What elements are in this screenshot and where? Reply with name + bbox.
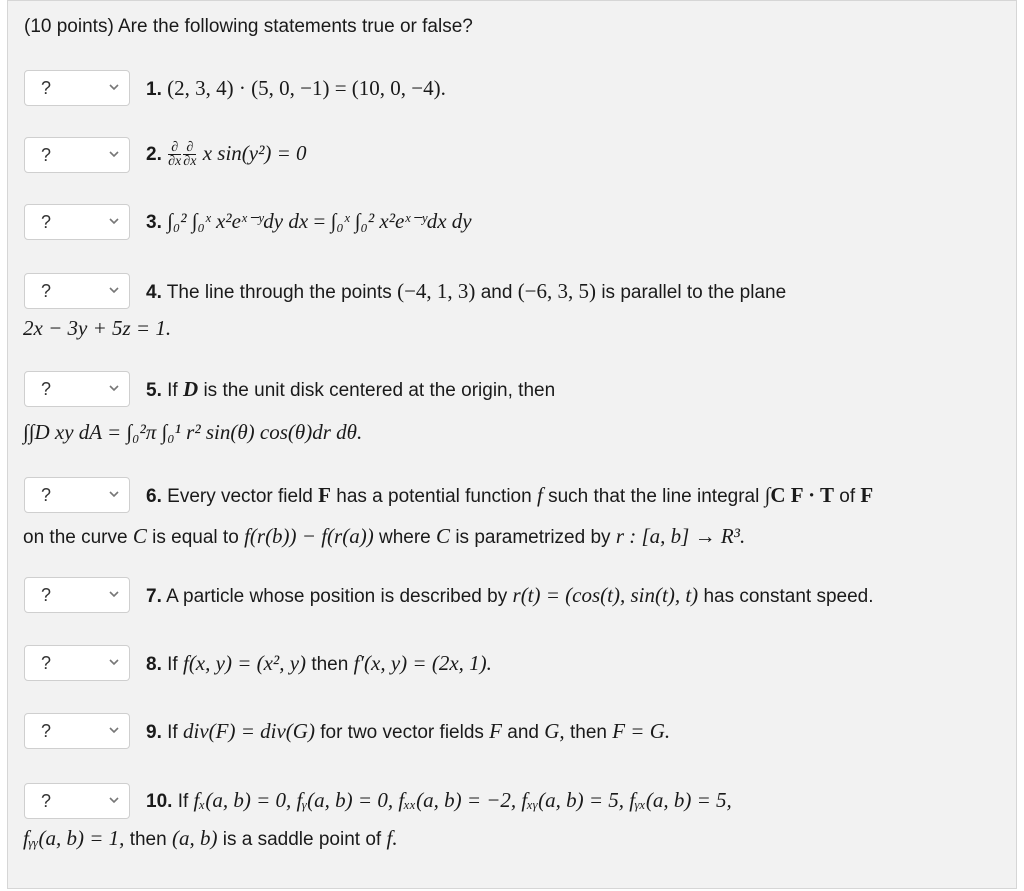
select-value: ? xyxy=(41,145,52,165)
point-1: (−4, 1, 3) xyxy=(397,279,476,303)
function-definition: f(x, y) = (x², y) xyxy=(182,651,307,675)
statement-text: is the unit disk centered at the origin, then xyxy=(203,380,556,401)
statement-text: has a potential function xyxy=(336,486,532,507)
answer-select-1[interactable] xyxy=(24,70,130,106)
statement-text: where xyxy=(378,527,431,548)
parametrization: r : [a, b] → R³. xyxy=(615,524,746,548)
answer-select-6[interactable] xyxy=(24,477,130,513)
statement-number: 7. xyxy=(146,586,162,607)
select-value: ? xyxy=(41,585,52,605)
statement-number: 4. xyxy=(146,282,162,303)
select-value: ? xyxy=(41,721,52,741)
statement-text: then xyxy=(129,829,167,850)
vector-field-symbol: F xyxy=(860,483,874,507)
statement-text: and xyxy=(480,282,513,303)
select-value: ? xyxy=(41,791,52,811)
statement-text: The line through the points xyxy=(166,282,392,303)
select-value: ? xyxy=(41,78,52,98)
statement-text: If xyxy=(167,722,178,743)
select-value: ? xyxy=(41,485,52,505)
partial-derivative-condition: fᵧᵧ(a, b) = 1, xyxy=(23,826,125,850)
statement-text: Every vector field xyxy=(167,486,313,507)
statement-number: 10. xyxy=(146,791,173,812)
statement-math: (2, 3, 4) · (5, 0, −1) = (10, 0, −4). xyxy=(167,76,446,100)
statement-text: and xyxy=(507,722,539,743)
chevron-down-icon xyxy=(107,80,121,94)
statement-text: has constant speed. xyxy=(703,586,874,607)
statement-number: 9. xyxy=(146,722,162,743)
statement-number: 8. xyxy=(146,654,162,675)
chevron-down-icon xyxy=(107,381,121,395)
statement-text: If xyxy=(167,380,178,401)
field-symbol-g: G, xyxy=(544,719,565,743)
curve-symbol: C xyxy=(132,524,147,548)
statement-number: 1. xyxy=(146,79,162,100)
partial-derivative: $\frac{\partial}{\partial x}$ xyxy=(168,140,182,170)
statement-text: on the curve xyxy=(23,527,128,548)
field-equality: F = G. xyxy=(612,719,671,743)
statement-number: 3. xyxy=(146,212,162,233)
statement-text: for two vector fields xyxy=(320,722,484,743)
double-integral-formula: ∫∫D xy dA = ∫₀²π ∫₀¹ r² sin(θ) cos(θ)dr dθ. xyxy=(23,420,363,444)
plane-equation: 2x − 3y + 5z = 1. xyxy=(23,316,172,340)
answer-select-4[interactable] xyxy=(24,273,130,309)
region-symbol: D xyxy=(182,377,199,401)
answer-select-10[interactable] xyxy=(24,783,130,819)
chevron-down-icon xyxy=(107,793,121,807)
answer-select-8[interactable] xyxy=(24,645,130,681)
chevron-down-icon xyxy=(107,655,121,669)
statement-text: If xyxy=(167,654,178,675)
statement-text: If xyxy=(177,791,189,812)
statement-number: 2. xyxy=(146,144,162,165)
question-title: (10 points) Are the following statements true or false? xyxy=(24,16,473,37)
statement-number: 5. xyxy=(146,380,162,401)
point-symbol: (a, b) xyxy=(171,826,218,850)
chevron-down-icon xyxy=(107,283,121,297)
statement-text: such that the line integral xyxy=(548,486,760,507)
function-symbol: f. xyxy=(386,826,398,850)
partial-derivative: $\frac{\partial}{\partial x}$ xyxy=(183,140,197,170)
statement-text: is equal to xyxy=(152,527,239,548)
chevron-down-icon xyxy=(107,147,121,161)
partial-derivative-conditions: fₓ(a, b) = 0, fᵧ(a, b) = 0, fₓₓ(a, b) = −2, fₓᵧ(a, b) = 5, fᵧₓ(a, b) = 5, xyxy=(193,788,732,812)
statement-math: x sin(y²) = 0 xyxy=(202,141,307,165)
select-value: ? xyxy=(41,281,52,301)
statement-text: is parallel to the plane xyxy=(601,282,787,303)
statement-text: then xyxy=(311,654,349,675)
statement-number: 6. xyxy=(146,486,162,507)
select-value: ? xyxy=(41,379,52,399)
integral-lhs: ∫₀² ∫₀ˣ x²eˣ⁻ʸdy dx xyxy=(167,209,309,233)
field-symbol-f: F xyxy=(489,719,502,743)
curve-symbol: C xyxy=(436,524,451,548)
select-value: ? xyxy=(41,653,52,673)
answer-select-9[interactable] xyxy=(24,713,130,749)
divergence-equation: div(F) = div(G) xyxy=(182,719,315,743)
line-integral: ∫C F · T xyxy=(764,483,834,507)
statement-text: then xyxy=(569,722,607,743)
statement-text: A particle whose position is described by xyxy=(166,586,508,607)
chevron-down-icon xyxy=(107,214,121,228)
statement-text: is a saddle point of xyxy=(222,829,382,850)
statement-text: is parametrized by xyxy=(455,527,611,548)
potential-difference: f(r(b)) − f(r(a)) xyxy=(244,524,374,548)
select-value: ? xyxy=(41,212,52,232)
chevron-down-icon xyxy=(107,587,121,601)
vector-field-symbol: F xyxy=(318,483,331,507)
answer-select-7[interactable] xyxy=(24,577,130,613)
chevron-down-icon xyxy=(107,487,121,501)
answer-select-5[interactable] xyxy=(24,371,130,407)
integral-rhs: ∫₀ˣ ∫₀² x²eˣ⁻ʸdx dy xyxy=(330,209,472,233)
point-2: (−6, 3, 5) xyxy=(517,279,597,303)
answer-select-3[interactable] xyxy=(24,204,130,240)
derivative-claim: f′(x, y) = (2x, 1). xyxy=(353,651,492,675)
answer-select-2[interactable] xyxy=(24,137,130,173)
statement-text: of xyxy=(839,486,856,507)
chevron-down-icon xyxy=(107,723,121,737)
function-symbol: f xyxy=(536,483,543,507)
question-card xyxy=(7,0,1017,889)
equals-sign: = xyxy=(313,209,326,233)
position-function: r(t) = (cos(t), sin(t), t) xyxy=(512,583,699,607)
